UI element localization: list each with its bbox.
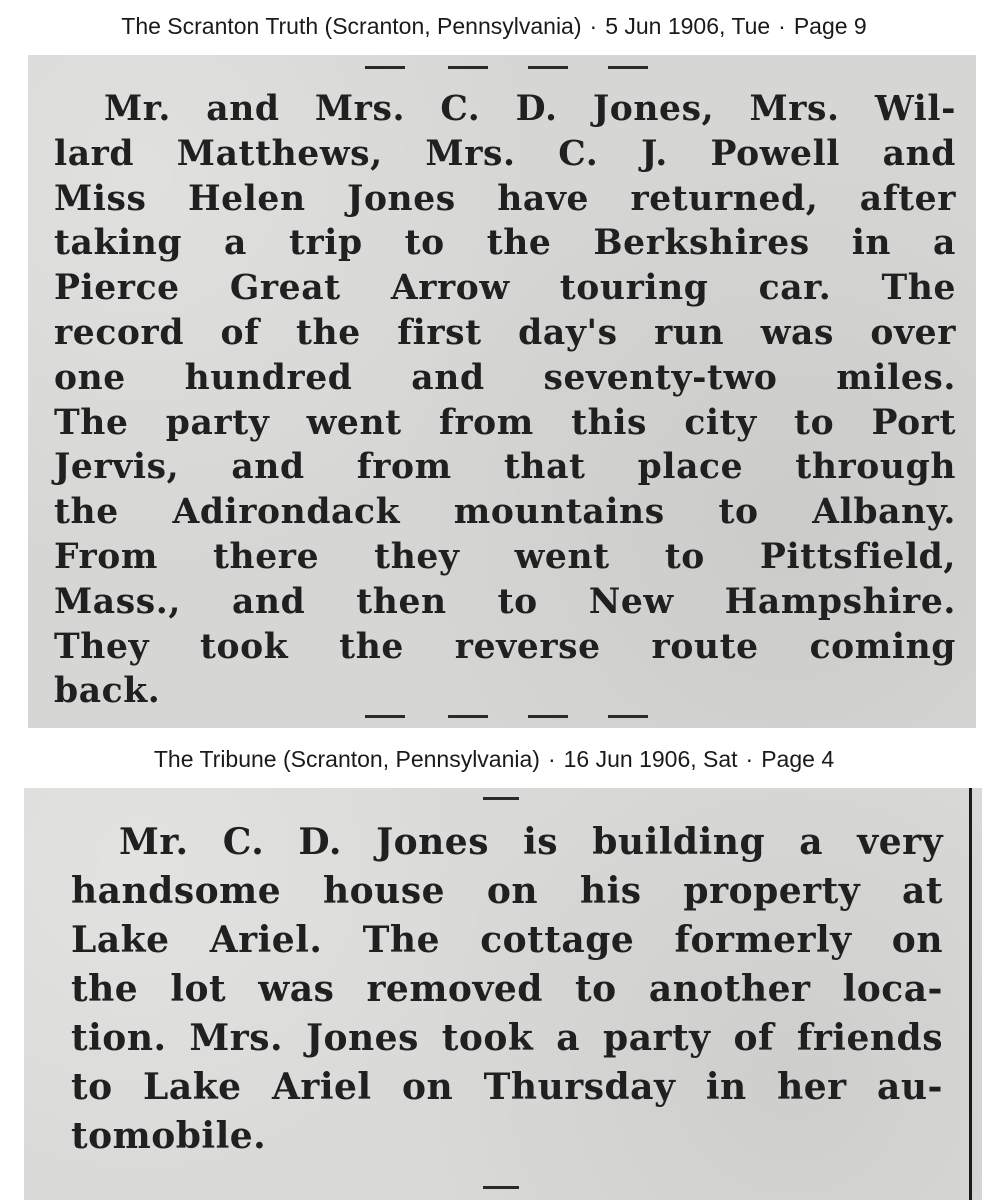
article-line: Miss Helen Jones have returned, after — [54, 178, 956, 219]
article-line: Mr. and Mrs. C. D. Jones, Mrs. Wil- — [104, 89, 956, 129]
newspaper-clipping — [24, 788, 982, 1200]
publication-date: 16 Jun 1906, Sat — [563, 746, 738, 772]
caption-separator: · — [589, 13, 598, 39]
article-line: From there they went to Pittsfield, — [54, 536, 956, 577]
article-line: tion. Mrs. Jones took a party of friends — [71, 1017, 943, 1059]
article-line: Mass., and then to New Hampshire. — [54, 581, 956, 622]
separator-dash — [483, 1186, 519, 1189]
page-number: Page 4 — [761, 746, 835, 772]
separator-dash — [608, 715, 648, 718]
publication-name: The Scranton Truth (Scranton, Pennsylvania) — [121, 13, 582, 39]
separator-dash — [528, 66, 568, 69]
caption-separator: · — [778, 13, 786, 39]
article-line: back. — [54, 671, 161, 712]
article-line: Lake Ariel. The cottage formerly on — [71, 919, 943, 961]
article-line: one hundred and seventy-two miles. — [54, 357, 956, 398]
separator-dash — [528, 715, 568, 718]
page-number: Page 9 — [793, 13, 867, 39]
caption-separator: · — [547, 746, 556, 772]
column-rule — [969, 788, 972, 1200]
article-line: the lot was removed to another loca- — [71, 968, 943, 1010]
separator-dash — [483, 797, 519, 800]
article-line: taking a trip to the Berkshires in a — [54, 223, 956, 264]
article-line: the Adirondack mountains to Albany. — [54, 492, 956, 533]
publication-date: 5 Jun 1906, Tue — [605, 13, 771, 39]
article-line: tomobile. — [71, 1115, 267, 1157]
article-line: They took the reverse route coming — [54, 626, 956, 667]
separator-dash — [608, 66, 648, 69]
separator-dash — [448, 715, 488, 718]
article-line: The party went from this city to Port — [54, 402, 956, 443]
clipping-caption — [0, 746, 988, 773]
separator-dash — [365, 66, 405, 69]
article-line: record of the first day's run was over — [54, 312, 956, 353]
article-text — [54, 87, 956, 714]
clipping-caption — [0, 13, 988, 40]
publication-name: The Tribune (Scranton, Pennsylvania) — [153, 746, 540, 772]
article-line: Jervis, and from that place through — [54, 447, 956, 488]
caption-separator: · — [745, 746, 754, 772]
article-line: lard Matthews, Mrs. C. J. Powell and — [54, 133, 956, 174]
article-text — [71, 818, 943, 1161]
article-line: handsome house on his property at — [71, 870, 943, 912]
newspaper-clipping — [28, 55, 976, 728]
separator-dash — [448, 66, 488, 69]
article-line: Pierce Great Arrow touring car. The — [54, 268, 956, 309]
separator-dash — [365, 715, 405, 718]
article-line: to Lake Ariel on Thursday in her au- — [71, 1066, 943, 1108]
article-line: Mr. C. D. Jones is building a very — [119, 821, 943, 863]
